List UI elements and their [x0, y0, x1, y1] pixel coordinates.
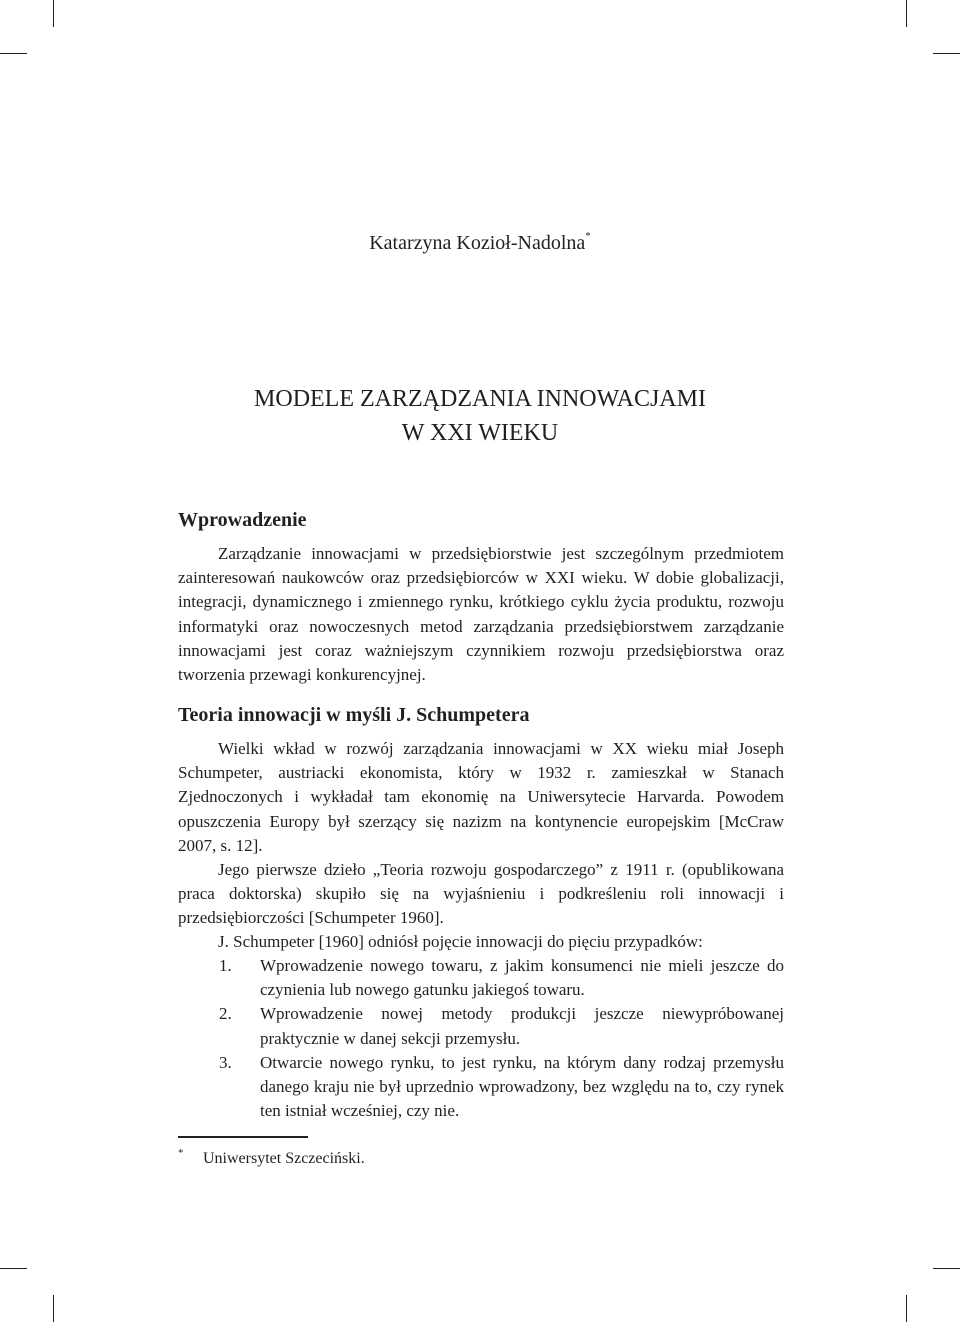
numbered-list	[178, 954, 784, 1123]
paragraph: Wielki wkład w rozwój zarządzania innowacjami w XX wieku miał Joseph Schumpeter, austriacki ekonomista, który w 1932 r. zamieszkał w Stanach Zjednoczonych i wykładał tam ekonomię na Uniwersytecie Harvarda. Powodem opuszczenia Europy był szerzący się nazizm na kontynencie europejskim [McCraw 2007, s. 12].	[178, 739, 784, 855]
list-item	[178, 1002, 784, 1050]
crop-mark	[933, 53, 960, 54]
list-text: Wprowadzenie nowego towaru, z jakim konsumenci nie mieli jeszcze do czynienia lub nowego gatunku jakiegoś towaru.	[260, 956, 784, 1000]
title-line-1: MODELE ZARZĄDZANIA INNOWACJAMI	[254, 386, 706, 412]
author-name: Katarzyna Kozioł-Nadolna	[369, 232, 586, 254]
footnote-marker: *	[178, 1147, 184, 1159]
list-item	[178, 1051, 784, 1124]
crop-mark	[906, 1295, 907, 1322]
crop-mark	[933, 1268, 960, 1269]
paragraph: J. Schumpeter [1960] odniósł pojęcie innowacji do pięciu przypadków:	[218, 932, 703, 951]
crop-mark	[906, 0, 907, 27]
footnote-divider	[178, 1136, 308, 1138]
footnote-marker: *	[585, 230, 591, 242]
page-title	[0, 382, 960, 450]
crop-mark	[53, 0, 54, 27]
list-number: 3.	[219, 1052, 232, 1072]
paragraph: Jego pierwsze dzieło „Teoria rozwoju gospodarczego” z 1911 r. (opublikowana praca doktorska) skupiło się na wyjaśnieniu i podkreśleniu roli innowacji i przedsiębiorczości [Schumpeter 1960].	[178, 860, 784, 928]
section-heading-introduction: Wprowadzenie	[178, 509, 307, 531]
title-line-2: W XXI WIEKU	[401, 420, 559, 446]
list-number: 1.	[219, 956, 232, 975]
list-text: Otwarcie nowego rynku, to jest rynku, na którym dany rodzaj przemysłu danego kraju nie był uprzednio wprowadzony, bez względu na to, czy rynek ten istniał wcześniej, czy nie.	[260, 1052, 784, 1121]
crop-mark	[53, 1295, 54, 1322]
crop-mark	[0, 1268, 27, 1269]
list-item	[178, 954, 784, 1002]
section-heading-schumpeter: Teoria innowacji w myśli J. Schumpetera	[178, 704, 530, 726]
list-number: 2.	[219, 1004, 232, 1024]
author-line	[0, 232, 960, 255]
crop-mark	[0, 53, 27, 54]
paragraph: Zarządzanie innowacjami w przedsiębiorstwie jest szczególnym przedmiotem zainteresowań naukowców oraz przedsiębiorców w XXI wieku. W dobie globalizacji, integracji, dynamicznego i zmiennego rynku, krótkiego cyklu życia produktu, rozwoju informatyki oraz nowoczesnych metod zarządzania przedsiębiorstwem zarządzanie innowacjami jest coraz ważniejszym czynnikiem rozwoju przedsiębiorstwa oraz tworzenia przewagi konkurencyjnej.	[178, 544, 784, 685]
footnote-text: Uniwersytet Szczeciński.	[203, 1150, 365, 1167]
list-text: Wprowadzenie nowej metody produkcji jeszcze niewypróbowanej praktycznie w danej sekcji przemysłu.	[260, 1004, 784, 1048]
